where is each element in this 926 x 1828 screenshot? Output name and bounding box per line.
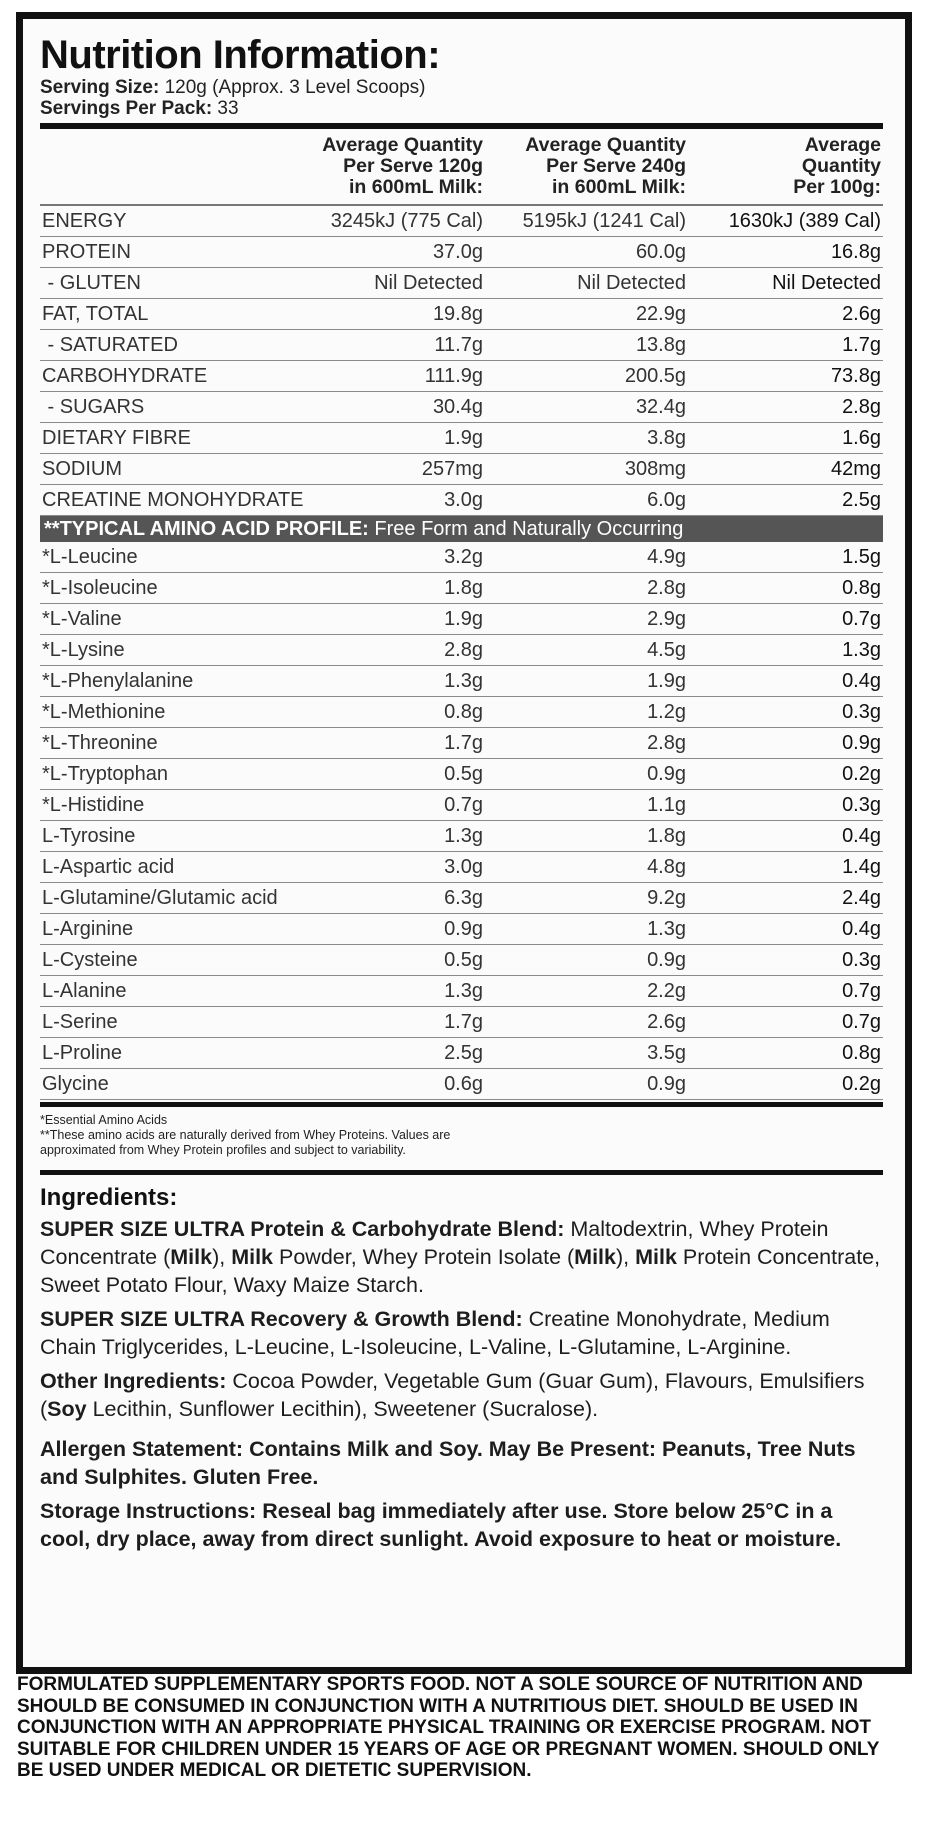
value-per-serve-120: 30.4g: [290, 392, 485, 423]
row-label: L-Cysteine: [40, 945, 290, 976]
value-per-100g: 0.9g: [688, 728, 883, 759]
value-per-100g: 73.8g: [688, 361, 883, 392]
ingredients-title: Ingredients:: [40, 1184, 178, 1211]
value-per-serve-240: 2.6g: [485, 1007, 688, 1038]
blend1-text-a: Maltodextrin, Whey Protein Concentrate (: [40, 1217, 829, 1269]
allergen-statement: Allergen Statement: Contains Milk and Soy. May Be Present: Peanuts, Tree Nuts and Sulphites. Gluten Free.: [40, 1437, 856, 1489]
value-per-serve-120: Nil Detected: [290, 268, 485, 299]
amino-row: [40, 666, 883, 697]
value-per-serve-240: 2.2g: [485, 976, 688, 1007]
row-label: SODIUM: [40, 454, 290, 485]
value-per-100g: 1630kJ (389 Cal): [688, 205, 883, 237]
row-label: L-Glutamine/Glutamic acid: [40, 883, 290, 914]
value-per-serve-240: 13.8g: [485, 330, 688, 361]
row-label: *L-Isoleucine: [40, 573, 290, 604]
amino-row: [40, 852, 883, 883]
nutrition-panel: [16, 12, 912, 1674]
allergen-milk-3: Milk: [574, 1245, 616, 1269]
col1-line2: Per Serve 120g: [343, 155, 483, 177]
allergen-milk-2: Milk: [231, 1245, 274, 1269]
value-per-serve-120: 111.9g: [290, 361, 485, 392]
value-per-100g: 0.4g: [688, 821, 883, 852]
row-label: *L-Lysine: [40, 635, 290, 666]
value-per-serve-120: 0.7g: [290, 790, 485, 821]
amino-row: [40, 914, 883, 945]
value-per-100g: 0.8g: [688, 1038, 883, 1069]
value-per-serve-240: 0.9g: [485, 945, 688, 976]
row-label: DIETARY FIBRE: [40, 423, 290, 454]
row-label: L-Aspartic acid: [40, 852, 290, 883]
value-per-serve-120: 1.9g: [290, 423, 485, 454]
row-label: - GLUTEN: [40, 268, 290, 299]
value-per-serve-240: 1.3g: [485, 914, 688, 945]
row-label: FAT, TOTAL: [40, 299, 290, 330]
value-per-serve-240: 3.8g: [485, 423, 688, 454]
value-per-serve-240: 1.2g: [485, 697, 688, 728]
row-label: CARBOHYDRATE: [40, 361, 290, 392]
value-per-serve-120: 3245kJ (775 Cal): [290, 205, 485, 237]
amino-row: [40, 1038, 883, 1069]
value-per-serve-240: 4.5g: [485, 635, 688, 666]
footnote-derived: **These amino acids are naturally derived from Whey Proteins. Values are: [40, 1128, 451, 1142]
allergen-milk-1: Milk: [170, 1245, 213, 1269]
column-header-per-serve-120: [290, 129, 485, 205]
value-per-100g: 0.4g: [688, 666, 883, 697]
value-per-100g: 16.8g: [688, 237, 883, 268]
value-per-100g: 2.5g: [688, 485, 883, 516]
value-per-serve-240: Nil Detected: [485, 268, 688, 299]
col2-line2: Per Serve 240g: [546, 155, 686, 177]
nutrient-row: [40, 237, 883, 268]
row-label: *L-Methionine: [40, 697, 290, 728]
value-per-serve-120: 19.8g: [290, 299, 485, 330]
nutrient-row: [40, 205, 883, 237]
footnotes: [40, 1113, 883, 1158]
value-per-serve-120: 1.3g: [290, 821, 485, 852]
ingredients-rule: [40, 1170, 883, 1175]
column-header-label: [40, 129, 290, 205]
col2-line3: in 600mL Milk:: [551, 176, 686, 198]
value-per-serve-240: 200.5g: [485, 361, 688, 392]
value-per-serve-120: 257mg: [290, 454, 485, 485]
blend1-paragraph: [40, 1215, 883, 1299]
value-per-serve-120: 3.0g: [290, 852, 485, 883]
col1-line1: Average Quantity: [322, 134, 483, 156]
row-label: Glycine: [40, 1069, 290, 1100]
row-label: ENERGY: [40, 205, 290, 237]
column-header-per-100g: [688, 129, 883, 205]
other-text-b: Lecithin, Sunflower Lecithin), Sweetener (Sucralose).: [86, 1397, 599, 1421]
other-text-a: Cocoa Powder, Vegetable Gum (Guar Gum), Flavours, Emulsifiers (: [40, 1369, 865, 1421]
value-per-100g: 2.8g: [688, 392, 883, 423]
blend1-title: SUPER SIZE ULTRA Protein & Carbohydrate Blend:: [40, 1217, 565, 1241]
value-per-100g: 1.5g: [688, 542, 883, 573]
value-per-serve-120: 1.3g: [290, 666, 485, 697]
page-title: Nutrition Information:: [40, 33, 441, 77]
disclaimer: FORMULATED SUPPLEMENTARY SPORTS FOOD. NOT A SOLE SOURCE OF NUTRITION AND SHOULD BE CONSUMED IN CONJUNCTION WITH A NUTRITIOUS DIET. SHOULD BE USED IN CONJUNCTION WITH AN APPROPRIATE PHYSICAL TRAINING OR EXERCISE PROGRAM. NOT SUITABLE FOR CHILDREN UNDER 15 YEARS OF AGE OR PREGNANT WOMEN. SHOULD ONLY BE USED UNDER MEDICAL OR DIETETIC SUPERVISION.: [17, 1674, 880, 1781]
footnote-essential: *Essential Amino Acids: [40, 1113, 168, 1127]
column-header-row: [40, 129, 883, 205]
nutrient-row: [40, 423, 883, 454]
amino-row: [40, 635, 883, 666]
value-per-serve-120: 1.8g: [290, 573, 485, 604]
value-per-serve-240: 4.9g: [485, 542, 688, 573]
allergen-soy: Soy: [47, 1397, 87, 1421]
value-per-serve-240: 0.9g: [485, 759, 688, 790]
value-per-100g: 1.6g: [688, 423, 883, 454]
row-label: *L-Tryptophan: [40, 759, 290, 790]
value-per-serve-120: 3.0g: [290, 485, 485, 516]
value-per-100g: 0.3g: [688, 945, 883, 976]
amino-acid-profile-header: [40, 516, 883, 542]
value-per-serve-240: 60.0g: [485, 237, 688, 268]
row-label: - SUGARS: [40, 392, 290, 423]
amino-bottom-rule: [40, 1102, 883, 1107]
value-per-serve-240: 1.9g: [485, 666, 688, 697]
value-per-serve-120: 6.3g: [290, 883, 485, 914]
value-per-serve-240: 1.8g: [485, 821, 688, 852]
amino-header-rest: Free Form and Naturally Occurring: [368, 518, 684, 540]
value-per-serve-120: 11.7g: [290, 330, 485, 361]
row-label: *L-Leucine: [40, 542, 290, 573]
value-per-100g: 0.7g: [688, 604, 883, 635]
amino-row: [40, 759, 883, 790]
blend2-title: SUPER SIZE ULTRA Recovery & Growth Blend:: [40, 1307, 523, 1331]
row-label: *L-Histidine: [40, 790, 290, 821]
value-per-serve-240: 1.1g: [485, 790, 688, 821]
value-per-100g: 2.4g: [688, 883, 883, 914]
amino-row: [40, 1007, 883, 1038]
row-label: L-Alanine: [40, 976, 290, 1007]
value-per-serve-240: 2.9g: [485, 604, 688, 635]
blend1-text-e: Protein Concentrate, Sweet Potato Flour, Waxy Maize Starch.: [40, 1245, 881, 1297]
row-label: *L-Threonine: [40, 728, 290, 759]
value-per-100g: 0.3g: [688, 697, 883, 728]
nutrient-row: [40, 485, 883, 516]
value-per-serve-120: 0.5g: [290, 945, 485, 976]
amino-row: [40, 728, 883, 759]
value-per-100g: 1.3g: [688, 635, 883, 666]
nutrient-row: [40, 361, 883, 392]
amino-row: [40, 945, 883, 976]
col2-line1: Average Quantity: [525, 134, 686, 156]
value-per-100g: 0.3g: [688, 790, 883, 821]
blend1-text-d: ),: [616, 1245, 636, 1269]
nutrient-row: [40, 454, 883, 485]
amino-row: [40, 790, 883, 821]
amino-header-bold: **TYPICAL AMINO ACID PROFILE:: [44, 518, 369, 540]
value-per-serve-240: 2.8g: [485, 573, 688, 604]
value-per-serve-240: 9.2g: [485, 883, 688, 914]
value-per-100g: 0.4g: [688, 914, 883, 945]
row-label: L-Serine: [40, 1007, 290, 1038]
value-per-100g: 2.6g: [688, 299, 883, 330]
nutrient-row: [40, 392, 883, 423]
value-per-serve-120: 3.2g: [290, 542, 485, 573]
row-label: L-Proline: [40, 1038, 290, 1069]
value-per-serve-120: 0.5g: [290, 759, 485, 790]
value-per-100g: 1.4g: [688, 852, 883, 883]
other-title: Other Ingredients:: [40, 1369, 227, 1393]
serving-size: [40, 77, 883, 98]
nutrition-table: [40, 129, 883, 516]
value-per-serve-120: 0.8g: [290, 697, 485, 728]
row-label: - SATURATED: [40, 330, 290, 361]
value-per-serve-240: 6.0g: [485, 485, 688, 516]
value-per-serve-120: 1.7g: [290, 1007, 485, 1038]
col1-line3: in 600mL Milk:: [348, 176, 483, 198]
nutrient-row: [40, 268, 883, 299]
value-per-100g: 42mg: [688, 454, 883, 485]
amino-row: [40, 604, 883, 635]
servings-value: 33: [212, 98, 239, 119]
blend2-paragraph: [40, 1305, 883, 1361]
value-per-serve-120: 37.0g: [290, 237, 485, 268]
value-per-serve-120: 1.9g: [290, 604, 485, 635]
amino-row: [40, 1069, 883, 1100]
column-header-per-serve-240: [485, 129, 688, 205]
row-label: *L-Phenylalanine: [40, 666, 290, 697]
row-label: L-Tyrosine: [40, 821, 290, 852]
amino-row: [40, 883, 883, 914]
storage-instructions: Storage Instructions: Reseal bag immediately after use. Store below 25°C in a cool, dry place, away from direct sunlight. Avoid exposure to heat or moisture.: [40, 1499, 842, 1551]
allergen-milk-4: Milk: [635, 1245, 677, 1269]
nutrient-row: [40, 330, 883, 361]
value-per-serve-240: 0.9g: [485, 1069, 688, 1100]
row-label: CREATINE MONOHYDRATE: [40, 485, 290, 516]
value-per-serve-240: 32.4g: [485, 392, 688, 423]
blend1-text-b: ),: [212, 1245, 232, 1269]
amino-row: [40, 821, 883, 852]
value-per-serve-240: 22.9g: [485, 299, 688, 330]
value-per-serve-240: 308mg: [485, 454, 688, 485]
amino-row: [40, 573, 883, 604]
value-per-serve-120: 0.9g: [290, 914, 485, 945]
amino-rows: [40, 542, 883, 1100]
blend2-text: Creatine Monohydrate, Medium Chain Triglycerides, L-Leucine, L-Isoleucine, L-Valine, L-Glutamine, L-Arginine.: [40, 1307, 830, 1359]
value-per-serve-240: 2.8g: [485, 728, 688, 759]
row-label: *L-Valine: [40, 604, 290, 635]
servings-per-pack: [40, 98, 883, 119]
value-per-100g: 0.2g: [688, 1069, 883, 1100]
panel-inner: [40, 19, 883, 1553]
nutrient-row: [40, 299, 883, 330]
amino-row: [40, 976, 883, 1007]
value-per-100g: 0.7g: [688, 1007, 883, 1038]
value-per-serve-120: 2.5g: [290, 1038, 485, 1069]
other-ingredients-paragraph: [40, 1367, 883, 1423]
value-per-100g: 0.2g: [688, 759, 883, 790]
amino-row: [40, 542, 883, 573]
col3-line3: Per 100g:: [793, 176, 881, 198]
value-per-serve-120: 1.7g: [290, 728, 485, 759]
row-label: PROTEIN: [40, 237, 290, 268]
value-per-serve-240: 5195kJ (1241 Cal): [485, 205, 688, 237]
amino-row: [40, 697, 883, 728]
serving-size-value: 120g (Approx. 3 Level Scoops): [159, 77, 426, 98]
nutrient-rows: [40, 205, 883, 516]
blend1-text-c: Powder, Whey Protein Isolate (: [273, 1245, 575, 1269]
value-per-100g: Nil Detected: [688, 268, 883, 299]
serving-size-label: Serving Size:: [40, 77, 160, 98]
value-per-serve-120: 2.8g: [290, 635, 485, 666]
servings-label: Servings Per Pack:: [40, 98, 213, 119]
col3-line1: Average: [804, 134, 881, 156]
col3-line2: Quantity: [801, 155, 881, 177]
amino-table: [40, 542, 883, 1100]
value-per-serve-240: 3.5g: [485, 1038, 688, 1069]
value-per-100g: 0.8g: [688, 573, 883, 604]
footnote-approx: approximated from Whey Protein profiles and subject to variability.: [40, 1143, 406, 1157]
value-per-100g: 1.7g: [688, 330, 883, 361]
value-per-serve-240: 4.8g: [485, 852, 688, 883]
row-label: L-Arginine: [40, 914, 290, 945]
value-per-100g: 0.7g: [688, 976, 883, 1007]
value-per-serve-120: 1.3g: [290, 976, 485, 1007]
value-per-serve-120: 0.6g: [290, 1069, 485, 1100]
